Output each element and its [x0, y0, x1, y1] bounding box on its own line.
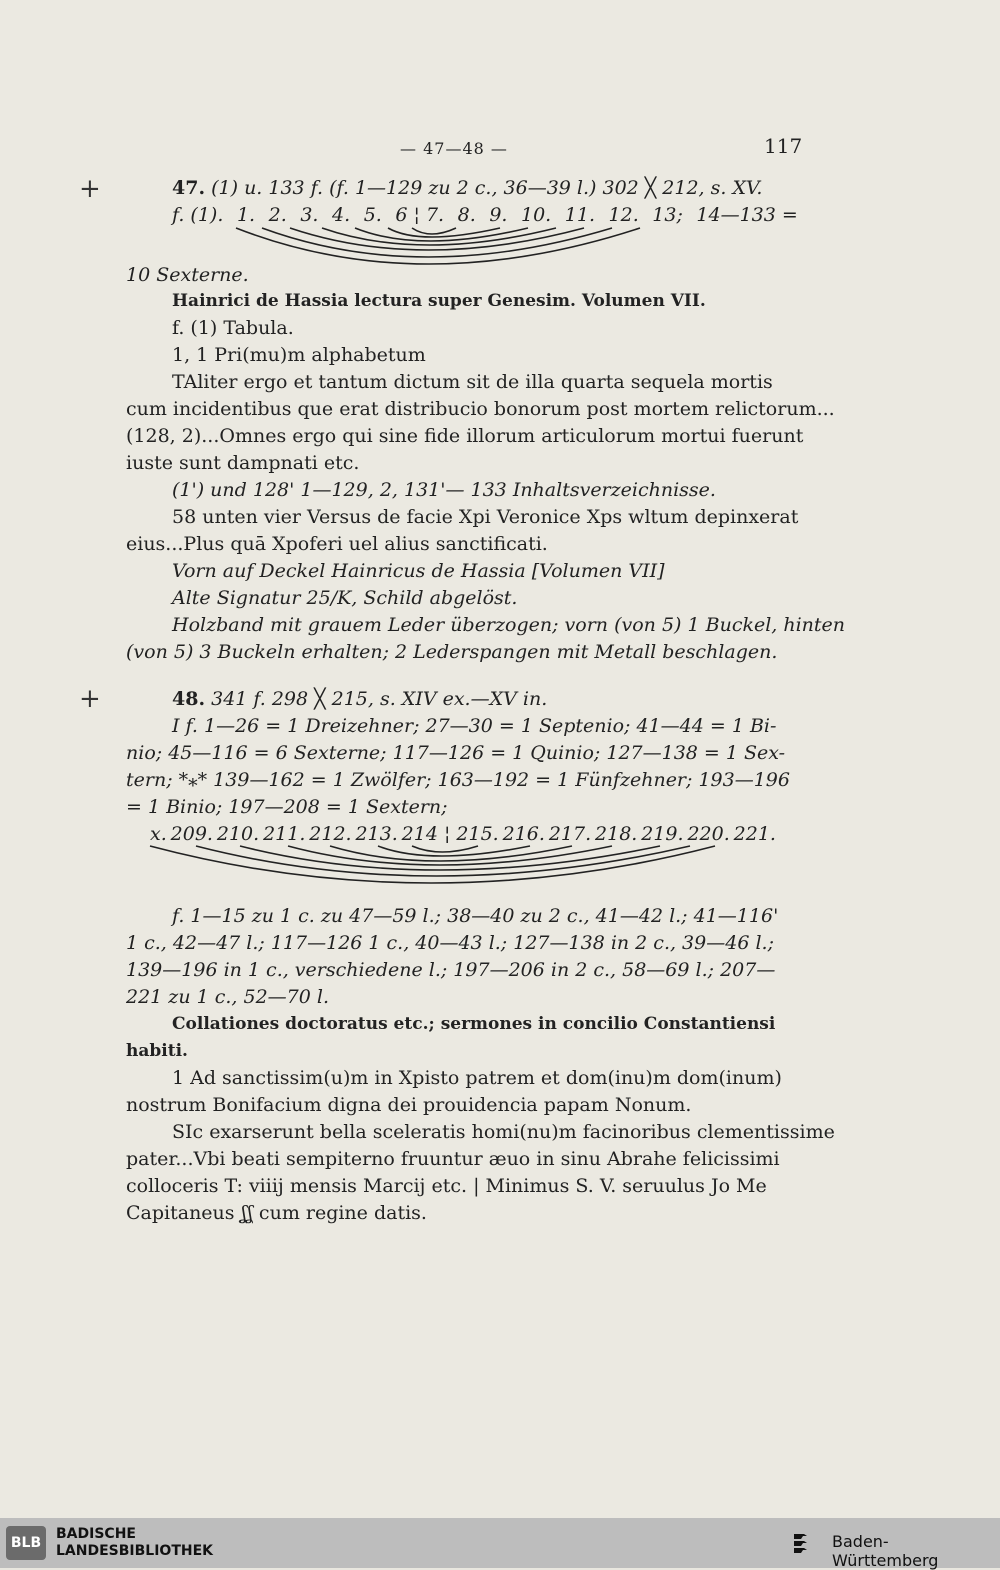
library-name-line: LANDESBIBLIOTHEK — [56, 1543, 214, 1559]
entry-47-cover-note: Vorn auf Deckel Hainricus de Hassia [Volumen VII] — [172, 560, 665, 582]
entry-47-marker: + — [79, 174, 101, 204]
entry-48-column-text: 1 c., 42—47 l.; 117—126 1 c., 40—43 l.; 127—138 in 2 c., 39—46 l.; — [126, 932, 774, 954]
quire-item: 14—133 = — [696, 204, 798, 226]
quire-item: 221. — [733, 823, 776, 845]
entry-47-verse-note: 58 unten vier Versus de facie Xpi Veronice Xps wltum depinxerat — [172, 506, 799, 528]
page-range-header: — 47—48 — — [400, 139, 508, 158]
entry-47-text-line: TAliter ergo et tantum dictum sit de illa quarta sequela mortis — [172, 371, 773, 393]
quire-item: 3. — [300, 204, 319, 226]
entry-48-marker: + — [79, 684, 101, 714]
quire-arc — [412, 846, 478, 852]
entry-47-title: Hainrici de Hassia lectura super Genesim. Volumen VII. — [172, 291, 706, 311]
entry-48-number: 48. — [172, 688, 206, 710]
entry-48-text-line: pater...Vbi beati sempiterno fruuntur æuo in sinu Abrahe felicissimi — [126, 1148, 780, 1170]
entry-47-alphabetum: 1, 1 Pri(mu)m alphabetum — [172, 344, 426, 366]
page-number: 117 — [764, 134, 803, 158]
quire-item: 12. — [608, 204, 639, 226]
library-name — [56, 1526, 213, 1560]
entry-47-number: 47. — [172, 177, 206, 199]
quire-item: 213. — [355, 823, 398, 845]
quire-item: 211. — [263, 823, 306, 845]
state-logo — [792, 1530, 992, 1570]
footer-bar — [0, 1518, 1000, 1568]
entry-48-quire-arcs — [150, 846, 715, 883]
quire-item: x. — [150, 823, 167, 845]
entry-48-text-line: 1 Ad sanctissim(u)m in Xpisto patrem et dom(inu)m dom(inum) — [172, 1067, 782, 1089]
entry-48-text-line: nostrum Bonifacium digna dei prouidencia papam Nonum. — [126, 1094, 692, 1116]
lions-icon — [792, 1530, 822, 1556]
quire-item: 210. — [216, 823, 260, 845]
quire-item: 216. — [502, 823, 545, 845]
quire-item: 214 ¦ 215. — [401, 823, 499, 845]
entry-47-signature-note: Alte Signatur 25/K, Schild abgelöst. — [172, 587, 518, 609]
quire-item: 217. — [548, 823, 592, 845]
state-name: Baden-Württemberg — [832, 1532, 939, 1570]
library-name-line: BADISCHE — [56, 1526, 136, 1542]
quire-item: f. (1). — [172, 204, 224, 226]
entry-48-quire-text: I f. 1—26 = 1 Dreizehner; 27—30 = 1 Septenio; 41—44 = 1 Bi- — [172, 715, 777, 737]
entry-48-column-text: 221 zu 1 c., 52—70 l. — [126, 986, 329, 1008]
entry-47-quire-end: 10 Sexterne. — [126, 264, 249, 286]
entry-48-quire-text: = 1 Binio; 197—208 = 1 Sextern; — [126, 796, 448, 818]
quire-item: 2. — [268, 204, 287, 226]
quire-item: 212. — [309, 823, 352, 845]
entry-48-quire-text: tern; *⁎* 139—162 = 1 Zwölfer; 163—192 = 1 Fünfzehner; 193—196 — [126, 769, 790, 791]
quire-item: 4. — [332, 204, 351, 226]
quire-item: 209. — [170, 823, 213, 845]
entry-48-text-line: Capitaneus ʆʆ cum regine datis. — [126, 1202, 427, 1224]
quire-item: 220. — [687, 823, 730, 845]
quire-item: 218. — [595, 823, 638, 845]
entry-48-title: Collationes doctoratus etc.; sermones in concilio Constantiensi — [172, 1014, 776, 1034]
entry-47-binding-note: (von 5) 3 Buckeln erhalten; 2 Lederspangen mit Metall beschlagen. — [126, 641, 778, 663]
entry-47-binding-note: Holzband mit grauem Leder überzogen; vorn (von 5) 1 Buckel, hinten — [172, 614, 846, 636]
quire-item: 6 ¦ 7. — [395, 204, 445, 226]
entry-47-tabula: f. (1) Tabula. — [172, 317, 294, 339]
entry-47-description: (1) u. 133 f. (f. 1—129 zu 2 c., 36—39 l.) 302 ╳ 212, s. XV. — [211, 177, 763, 199]
entry-48-title: habiti. — [126, 1041, 188, 1061]
quire-arc — [412, 228, 456, 234]
entry-47-text-line: iuste sunt dampnati etc. — [126, 452, 360, 474]
entry-48-quire-text: nio; 45—116 = 6 Sexterne; 117—126 = 1 Quinio; 127—138 = 1 Sex- — [126, 742, 786, 764]
quire-item: 10. — [521, 204, 552, 226]
entry-48-text-line: colloceris T: viiij mensis Marcij etc. | Minimus S. V. seruulus Jo Me — [126, 1175, 767, 1197]
blb-logo: BLB — [6, 1526, 46, 1560]
entry-48-column-text: 139—196 in 1 c., verschiedene l.; 197—206 in 2 c., 58—69 l.; 207— — [126, 959, 776, 981]
quire-item: 1. — [236, 204, 256, 226]
entry-47-quire-arcs — [236, 228, 640, 264]
entry-47-verse-note: eius...Plus quā Xpoferi uel alius sanctificati. — [126, 533, 548, 555]
quire-item: 9. — [489, 204, 508, 226]
entry-48-column-text: f. 1—15 zu 1 c. zu 47—59 l.; 38—40 zu 2 c., 41—42 l.; 41—116' — [172, 905, 779, 927]
quire-item: 219. — [641, 823, 684, 845]
entry-48-text-line: SIc exarserunt bella sceleratis homi(nu)m facinoribus clementissime — [172, 1121, 835, 1143]
quire-item: 5. — [363, 204, 382, 226]
quire-arc — [262, 228, 612, 257]
entry-47-text-line: cum incidentibus que erat distribucio bonorum post mortem relictorum... — [126, 398, 835, 420]
entry-47-text-line: (128, 2)...Omnes ergo qui sine fide illorum articulorum mortui fuerunt — [126, 425, 804, 447]
entry-47-index-note: (1') und 128' 1—129, 2, 131'— 133 Inhaltsverzeichnisse. — [172, 479, 716, 501]
quire-item: 13; — [652, 204, 683, 226]
entry-48-description: 341 f. 298 ╳ 215, s. XIV ex.—XV in. — [211, 688, 548, 710]
quire-item: 11. — [564, 204, 595, 226]
quire-item: 8. — [457, 204, 476, 226]
